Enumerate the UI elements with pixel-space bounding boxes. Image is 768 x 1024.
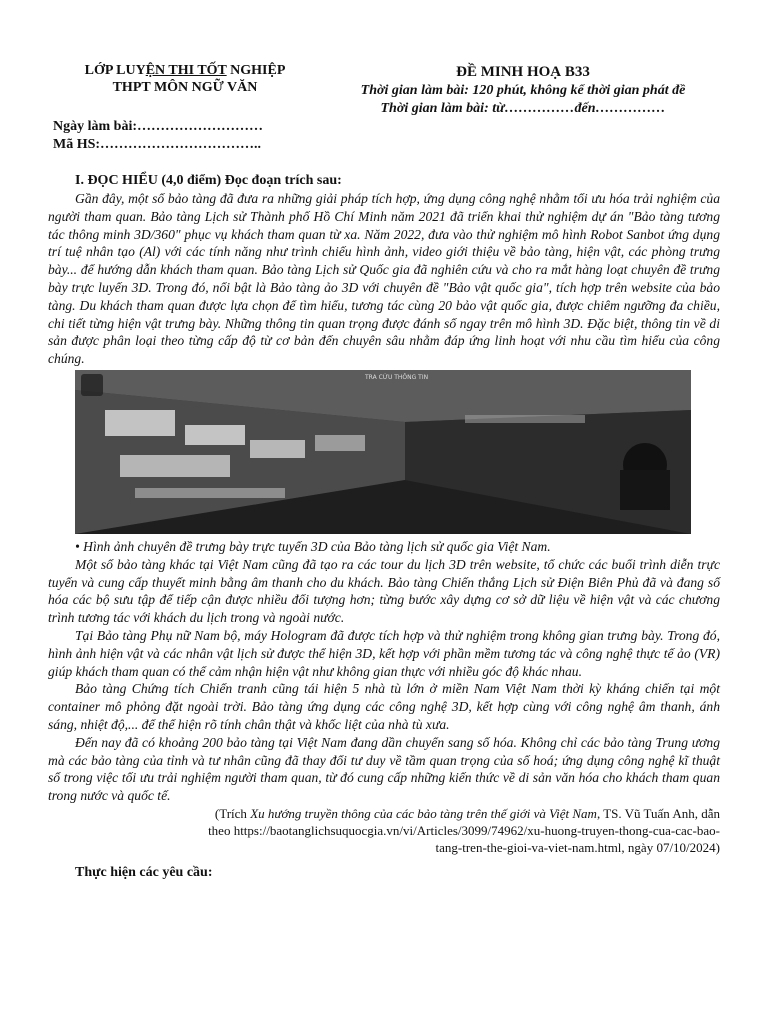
photo-caption: • Hình ảnh chuyên đề trưng bày trực tuyến 3D của Bảo tàng lịch sử quốc gia Việt Nam. [75, 538, 551, 554]
exam-heading [318, 62, 728, 118]
exam-time-range: Thời gian làm bài: từ……………đến…………… [380, 101, 666, 116]
exam-duration: Thời gian làm bài: 120 phút, không kể thời gian phát đề [360, 83, 686, 98]
class-heading [50, 62, 320, 96]
student-info [53, 118, 263, 154]
paragraph-1: Gần đây, một số bảo tàng đã đưa ra những giải pháp tích hợp, ứng dụng công nghệ nhằm tối ưu hóa trải nghiệm của người tham quan. Bảo tàng Lịch sử Thành phố Hồ Chí Minh năm 2021 đã triển khai thử nghiệm dự án "Bảo tàng tương tác thông minh 3D/360" phục vụ khách tham quan từ xa. Năm 2022, đưa vào thử nghiệm mô hình Robot Sanbot ứng dụng trí tuệ nhân tạo (Al) với các tính năng như trình chiếu hình ảnh, video giới thiệu về bảo tàng, hiện vật, các phòng trưng bày... để hướng dẫn khách tham quan. Bảo tàng Lịch sử Quốc gia đã nghiên cứu và cho ra mắt hàng loạt chuyên đề trưng bày trực luyến 3D. Trong đó, nổi bật là Bảo tàng ảo 3D với chuyên đề "Bảo vật quốc gia", tích hợp trên website của bảo tàng. Du khách tham quan được lựa chọn để tìm hiểu, tương tác cùng 20 bảo vật quốc gia, được chiêm ngưỡng đa chiều, chi tiết từng hiện vật trưng bày. Những thông tin quan trọng được đánh số ngay trên mô hình 3D. Đặc biệt, thông tin về di sản được phân loại theo từng cấp độ từ cơ bản đến chuyên sâu nhằm đáp ứng linh hoạt với nhu cầu tìm hiểu của công chúng. [48, 191, 720, 367]
source-date-line: tang-tren-the-gioi-va-viet-nam.html, ngày 07/10/2024) [435, 839, 720, 855]
reading-section [48, 172, 720, 882]
museum-3d-photo [75, 370, 691, 534]
photo-label: TRA CỨU THÔNG TIN [365, 373, 429, 381]
paragraph-2: Một số bảo tàng khác tại Việt Nam cũng đã tạo ra các tour du lịch 3D trên website, tổ chức các buổi trình diễn trực tuyến và cung cấp thuyết minh bằng âm thanh cho du khách. Bảo tàng Chiến thắng Lịch sử Điện Biên Phủ đã và đang số hóa các bộ sưu tập để tiếp cận được nhiều đối tượng hơn; từng bước xây dựng cơ sở dữ liệu về hiện vật và các chương trình tương tác với khách du lịch trong và ngoài nước. [48, 556, 720, 626]
source-url-line: theo https://baotanglichsuquocgia.vn/vi/Articles/3099/74962/xu-huong-truyen-thong-cua-cac-bao- [208, 822, 720, 838]
section-title: I. ĐỌC HIỂU (4,0 điểm) Đọc đoạn trích sau: [75, 173, 342, 188]
exam-title: ĐỀ MINH HOẠ B33 [456, 64, 590, 80]
paragraph-5: Đến nay đã có khoảng 200 bảo tàng tại Việt Nam đang dần chuyển sang số hóa. Không chỉ các bảo tàng Trung ương mà các bảo tàng của tỉnh và tư nhân cũng đã thay đổi tư duy về tầm quan trọng của số hoá; ứng dụng công nghệ kĩ thuật số trong việc tối ưu trải nghiệm người tham quan, từ đó cung cấp những kiến thức về di sản văn hóa cho khách tham quan trong nước và quốc tế. [48, 734, 720, 804]
paragraph-3: Tại Bảo tàng Phụ nữ Nam bộ, máy Hologram đã được tích hợp và thử nghiệm trong không gian trưng bày. Trong đó, hình ảnh hiện vật và các nhân vật lịch sử được thể hiện 3D, kết hợp với phần mềm tương tác và công nghệ thực tế ảo (VR) giúp khách tham quan có thể cảm nhận hiện vật như không gian thực với nhiều góc độ khác nhau. [48, 627, 720, 679]
class-heading-line1: LỚP LUYỆN THI TỐT NGHIỆP [84, 63, 286, 78]
requirements-heading: Thực hiện các yêu cầu: [75, 864, 213, 880]
class-heading-line2: THPT MÔN NGỮ VĂN [112, 80, 258, 95]
source-citation: (Trích Xu hướng truyền thông của các bảo tàng trên thế giới và Việt Nam, TS. Vũ Tuấn Anh, dẫn theo https://baotanglichsuquocgia.vn/vi/Articles/3099/74962/xu-huong-truyen-thong-cua-cac-bao- tang-tren-the-gioi-va-viet-nam.html, ngày 07/10/2024) [48, 805, 720, 856]
paragraph-4: Bảo tàng Chứng tích Chiến tranh cũng tái hiện 5 nhà tù lớn ở miền Nam Việt Nam thời kỳ kháng chiến tại một container mô phỏng đặt ngoài trời. Bảo tàng ứng dụng các công nghệ 3D, kết hợp cùng với công nghệ âm thanh, ánh sáng, nhiệt độ,... để thể hiện rõ tính chân thật và khốc liệt của nhà tù xưa. [48, 681, 720, 732]
museum-3d-illustration [75, 370, 691, 534]
exam-date-line: Ngày làm bài:……………………… [53, 119, 263, 134]
student-id-line: Mã HS:…………………………….. [53, 137, 262, 152]
